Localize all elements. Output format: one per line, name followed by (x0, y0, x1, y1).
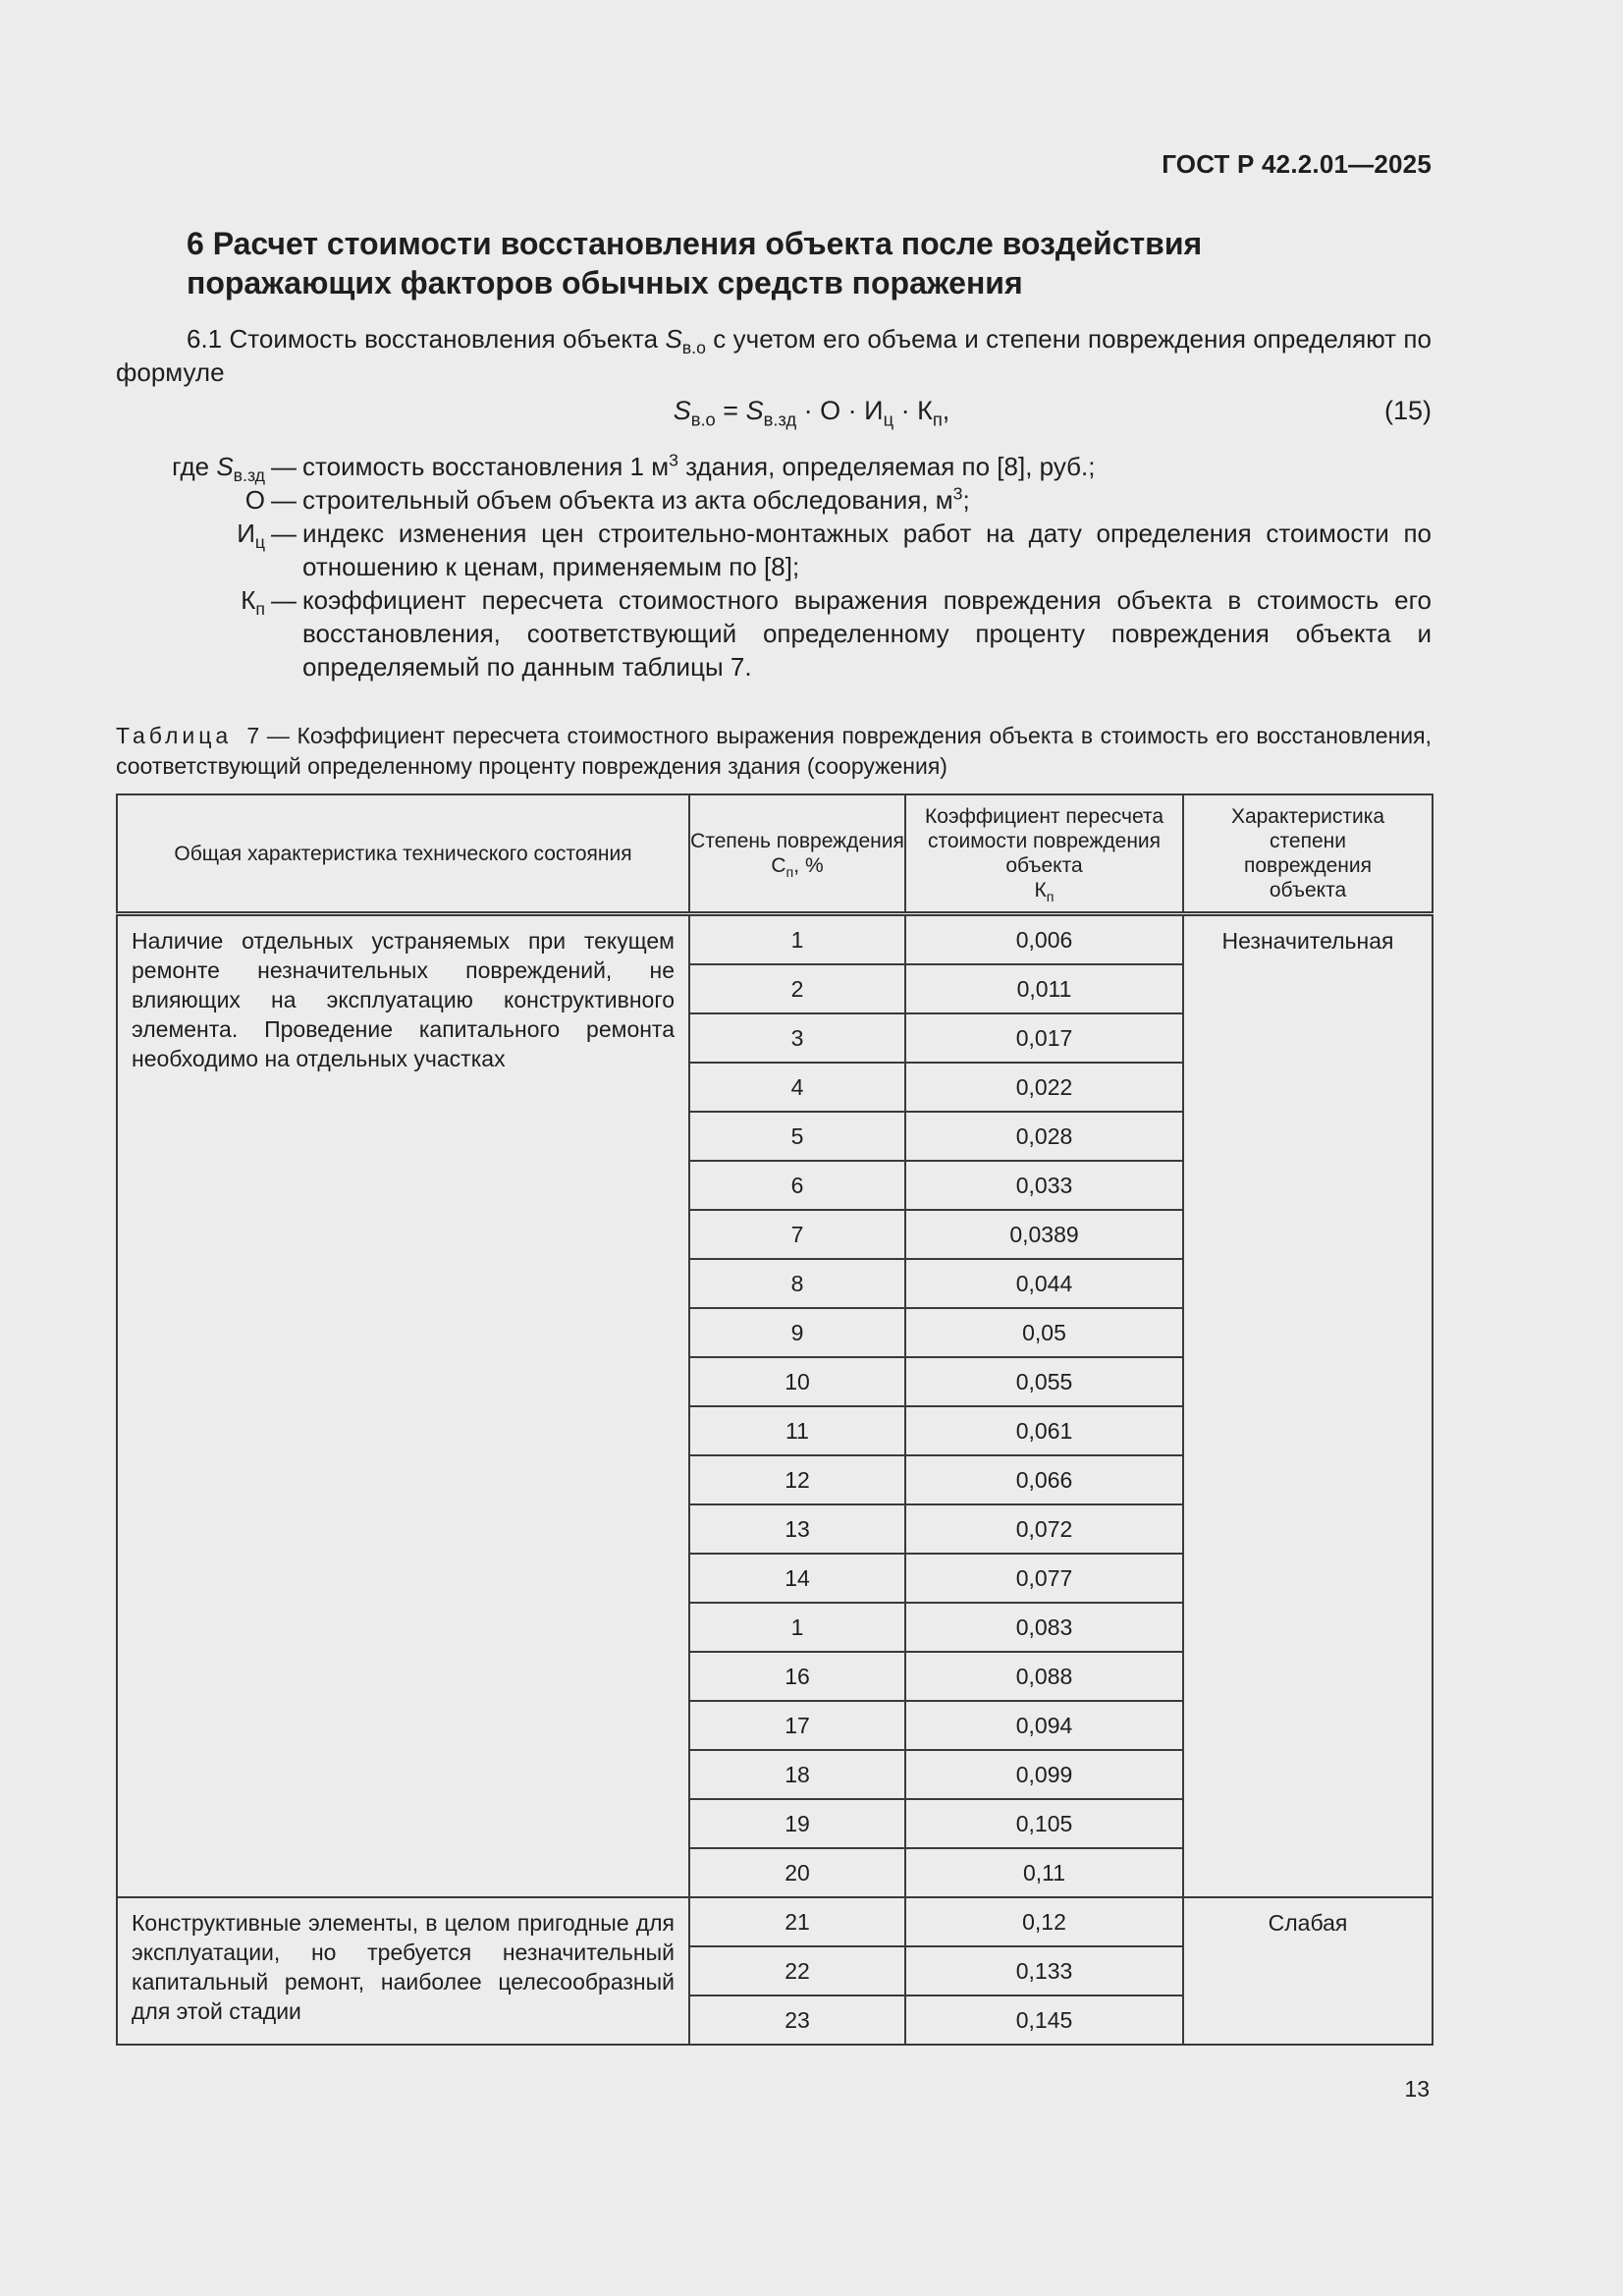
formula-i-sub: ц (883, 409, 894, 430)
state-description-cell: Наличие отдельных устраняемых при текущем ремонте незначительных повреждений, не влияющих на эксплуатацию конструктивного элемента. Проведение капитального ремонта необходимо на отдельных участках (117, 914, 689, 1898)
coefficient-cell: 0,066 (905, 1455, 1183, 1504)
coefficient-cell: 0,0389 (905, 1210, 1183, 1259)
damage-degree-cell: 17 (689, 1701, 905, 1750)
damage-degree-cell: 12 (689, 1455, 905, 1504)
damage-degree-cell: 19 (689, 1799, 905, 1848)
definition-dash: — (271, 485, 297, 515)
header-damage-category: Характеристика степени повреждения объекта (1183, 794, 1433, 914)
definition-dash: — (271, 452, 297, 481)
paragraph-text-cont: с учетом его объема и степени повреждения определяют по формуле (116, 324, 1432, 387)
damage-degree-cell: 13 (689, 1504, 905, 1554)
damage-degree-cell: 21 (689, 1897, 905, 1946)
formula-s-sub: в.зд (763, 409, 797, 430)
damage-degree-cell: 11 (689, 1406, 905, 1455)
damage-degree-cell: 5 (689, 1112, 905, 1161)
section-title: 6 Расчет стоимости восстановления объекта после воздействия поражающих факторов обычных средств поражения (187, 226, 1203, 301)
damage-degree-cell: 23 (689, 1995, 905, 2045)
damage-degree-cell: 9 (689, 1308, 905, 1357)
damage-degree-cell: 6 (689, 1161, 905, 1210)
coefficient-table (116, 793, 1434, 2046)
coefficient-cell: 0,017 (905, 1013, 1183, 1063)
definition-text: стоимость восстановления 1 $м^3$ здания, определяемая по [8], руб.; (302, 450, 1096, 481)
coefficient-cell: 0,028 (905, 1112, 1183, 1161)
damage-degree-cell: 14 (689, 1554, 905, 1603)
table-caption (116, 721, 1432, 782)
definition-text: строительный объем объекта из акта обследования, $м^3$; (302, 483, 970, 515)
damage-degree-cell: 20 (689, 1848, 905, 1897)
formula-lhs: S (673, 396, 691, 425)
table-caption-text: 7 — Коэффициент пересчета стоимостного выражения повреждения объекта в стоимость его восстановления, соответствующий определенному проценту повреждения здания (сооружения) (116, 723, 1432, 779)
formula-part: · К (893, 396, 933, 425)
damage-degree-cell: 7 (689, 1210, 905, 1259)
formula-number: (15) (1383, 396, 1432, 425)
definition-item (116, 583, 1432, 683)
state-description-cell: Конструктивные элементы, в целом пригодные для эксплуатации, но требуется незначительный капитальный ремонт, наиболее целесообразный для этой стадии (117, 1897, 689, 2045)
coefficient-cell: 0,072 (905, 1504, 1183, 1554)
coefficient-cell: 0,133 (905, 1946, 1183, 1995)
coefficient-cell: 0,077 (905, 1554, 1183, 1603)
definition-item (116, 450, 1432, 486)
coefficient-cell: 0,083 (905, 1603, 1183, 1652)
table-row (117, 1897, 1433, 1946)
coefficient-cell: 0,088 (905, 1652, 1183, 1701)
damage-degree-cell: 1 (689, 1603, 905, 1652)
damage-degree-cell: 18 (689, 1750, 905, 1799)
coefficient-cell: 0,05 (905, 1308, 1183, 1357)
definitions-list (116, 450, 1432, 683)
coefficient-cell: 0,011 (905, 964, 1183, 1013)
header-general-state: Общая характеристика технического состояния (117, 794, 689, 914)
damage-degree-cell: 3 (689, 1013, 905, 1063)
coefficient-cell: 0,105 (905, 1799, 1183, 1848)
formula-lhs-sub: в.о (690, 409, 716, 430)
coefficient-cell: 0,006 (905, 914, 1183, 965)
table-row (117, 914, 1433, 965)
definition-symbol: $И_ц$ (237, 519, 265, 553)
coefficient-cell: 0,11 (905, 1848, 1183, 1897)
definition-symbol: О (244, 485, 265, 515)
damage-category-cell: Слабая (1183, 1897, 1433, 2045)
document-code: ГОСТ Р 42.2.01—2025 (1162, 149, 1432, 179)
coefficient-cell: 0,145 (905, 1995, 1183, 2045)
coefficient-cell: 0,044 (905, 1259, 1183, 1308)
coefficient-cell: 0,099 (905, 1750, 1183, 1799)
coefficient-cell: 0,022 (905, 1063, 1183, 1112)
damage-category-cell: Незначительная (1183, 914, 1433, 1898)
definition-text: коэффициент пересчета стоимостного выражения повреждения объекта в стоимость его восстановления, соответствующий определенному проценту повреждения объекта и определяемый по данным таблицы 7. (302, 585, 1432, 682)
coefficient-cell: 0,055 (905, 1357, 1183, 1406)
symbol-subscript: в.о (681, 338, 706, 358)
definition-dash: — (271, 585, 297, 615)
damage-degree-cell: 16 (689, 1652, 905, 1701)
definition-text: индекс изменения цен строительно-монтажных работ на дату определения стоимости по отношению к ценам, применяемым по [8]; (302, 519, 1432, 581)
definition-symbol: где $S_{в.зд}$ (172, 452, 265, 486)
table-caption-label: Таблица (116, 723, 233, 748)
header-damage-degree: Степень повреждения $С_п$, % (689, 794, 905, 914)
paragraph-text: Стоимость восстановления объекта (229, 324, 659, 354)
damage-degree-cell: 22 (689, 1946, 905, 1995)
symbol-s: S (665, 324, 682, 354)
paragraph-6-1 (116, 322, 1432, 389)
table-header-row (117, 794, 1433, 914)
formula-part: · О · И (796, 396, 884, 425)
damage-degree-cell: 1 (689, 914, 905, 965)
header-coefficient: Коэффициент пересчета стоимости повреждения объекта $К_п$ (905, 794, 1183, 914)
damage-degree-cell: 10 (689, 1357, 905, 1406)
coefficient-cell: 0,033 (905, 1161, 1183, 1210)
paragraph-number: 6.1 (187, 324, 223, 354)
coefficient-cell: 0,094 (905, 1701, 1183, 1750)
formula-k-sub: п (932, 409, 943, 430)
definition-dash: — (271, 519, 297, 548)
coefficient-cell: 0,12 (905, 1897, 1183, 1946)
definition-item (116, 483, 1432, 517)
coefficient-cell: 0,061 (905, 1406, 1183, 1455)
formula-s: S (745, 396, 764, 425)
definition-symbol: $К_п$ (241, 585, 265, 620)
page-number: 13 (1404, 2076, 1430, 2102)
damage-degree-cell: 4 (689, 1063, 905, 1112)
definition-item (116, 517, 1432, 583)
damage-degree-cell: 2 (689, 964, 905, 1013)
formula-tail: , (942, 396, 950, 425)
formula-eq: = (715, 396, 746, 425)
damage-degree-cell: 8 (689, 1259, 905, 1308)
formula (0, 396, 1623, 430)
